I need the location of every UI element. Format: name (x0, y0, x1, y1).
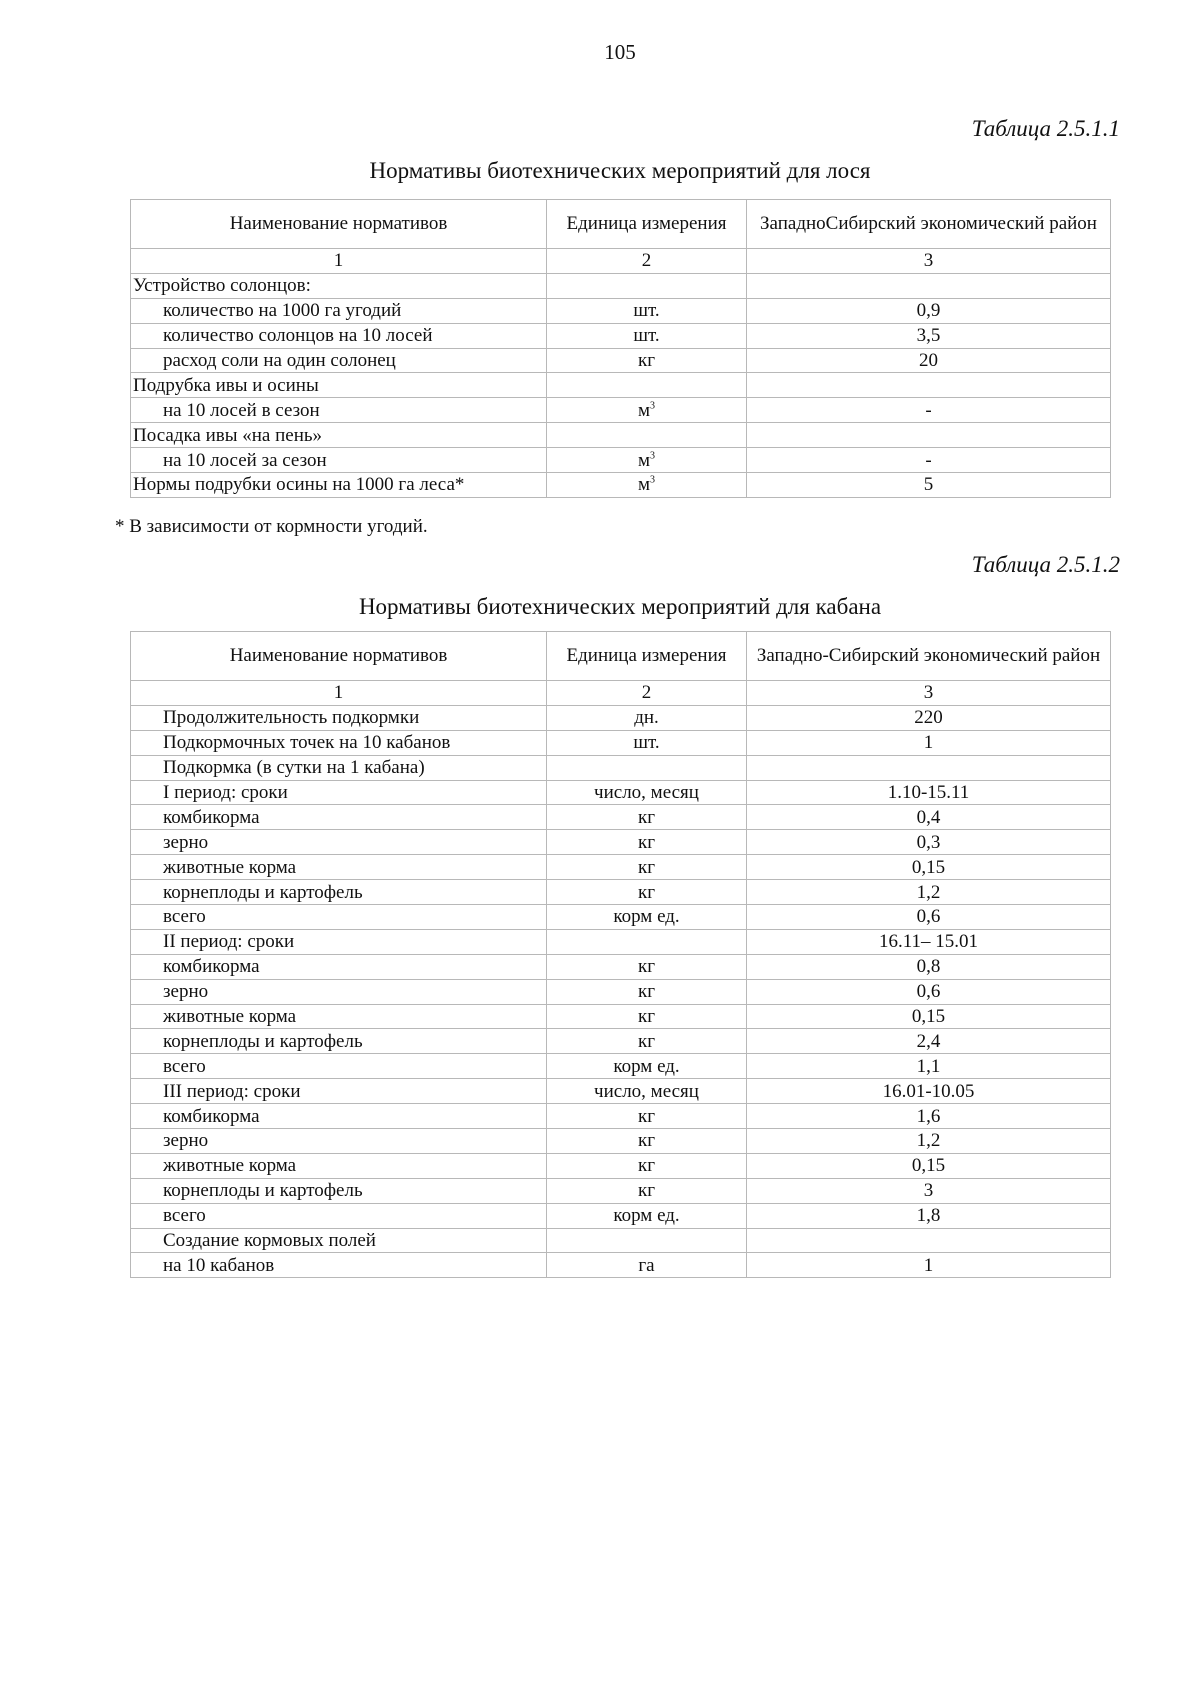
row-value: 0,15 (747, 855, 1111, 880)
row-name: Продолжительность подкормки (131, 705, 547, 730)
table-row (131, 755, 1111, 780)
row-unit-text: шт. (633, 300, 660, 322)
table-row (131, 1253, 1111, 1278)
table-row (131, 298, 1111, 323)
row-unit (547, 905, 747, 930)
row-unit (547, 1004, 747, 1029)
row-value: 1,2 (747, 1129, 1111, 1154)
row-unit-text: кг (637, 831, 656, 853)
row-value: - (747, 448, 1111, 473)
row-unit (547, 398, 747, 423)
row-unit (547, 1079, 747, 1104)
row-value: 1,1 (747, 1054, 1111, 1079)
row-unit-text: кг (637, 350, 656, 371)
page-number: 105 (604, 40, 636, 64)
table-1-body (131, 273, 1111, 497)
column-header-name: Наименование нормативов (131, 200, 547, 249)
table-row (131, 830, 1111, 855)
row-unit (547, 830, 747, 855)
row-unit (547, 348, 747, 373)
row-name: животные корма (131, 1153, 547, 1178)
table-row (131, 954, 1111, 979)
row-unit-text: кг (637, 1180, 656, 1202)
row-name: животные корма (131, 1004, 547, 1029)
row-unit (547, 473, 747, 498)
table-row (131, 1054, 1111, 1079)
row-unit-text: кг (637, 1030, 656, 1052)
row-value: 1,2 (747, 880, 1111, 905)
row-unit-text: кг (637, 856, 656, 878)
row-name: зерно (131, 979, 547, 1004)
row-unit (547, 423, 747, 448)
table-row (131, 880, 1111, 905)
row-unit-text: кг (637, 1130, 656, 1152)
table-row (131, 1153, 1111, 1178)
row-value (747, 423, 1111, 448)
row-unit-text: шт. (633, 732, 660, 754)
row-unit-text: кг (637, 881, 656, 903)
row-unit-text: дн. (634, 707, 659, 729)
row-unit (547, 755, 747, 780)
row-name: Подкормка (в сутки на 1 кабана) (131, 755, 547, 780)
table-row (131, 1228, 1111, 1253)
table-row (131, 273, 1111, 298)
row-unit (547, 298, 747, 323)
row-unit (547, 1153, 747, 1178)
row-unit (547, 979, 747, 1004)
row-value (747, 755, 1111, 780)
row-unit-text: м (637, 474, 651, 496)
row-value: 16.11– 15.01 (747, 929, 1111, 954)
column-number: 1 (131, 249, 547, 274)
column-number: 1 (131, 681, 547, 706)
table-row (131, 1004, 1111, 1029)
table-row (131, 780, 1111, 805)
table-1-header-row (131, 200, 1111, 249)
row-unit-text: кг (637, 806, 656, 828)
row-value: 0,6 (747, 905, 1111, 930)
table-row (131, 423, 1111, 448)
table-row (131, 323, 1111, 348)
table-1-column-number-row (131, 249, 1111, 274)
row-unit (547, 1253, 747, 1278)
row-name: всего (131, 905, 547, 930)
row-unit-superscript: 3 (650, 475, 656, 487)
row-name: комбикорма (131, 805, 547, 830)
column-header-region: ЗападноСибирский экономический район (747, 200, 1111, 249)
row-unit-text: кг (637, 956, 656, 978)
table-row (131, 705, 1111, 730)
row-unit (547, 373, 747, 398)
row-value: 220 (747, 705, 1111, 730)
row-name: Посадка ивы «на пень» (131, 423, 547, 448)
row-value (747, 273, 1111, 298)
table-2-header-row (131, 632, 1111, 681)
table-row (131, 979, 1111, 1004)
row-unit (547, 448, 747, 473)
row-unit-superscript: 3 (650, 400, 656, 412)
row-name: Подрубка ивы и осины (131, 373, 547, 398)
row-unit (547, 929, 747, 954)
row-unit-text: кг (637, 1105, 656, 1127)
table-2-column-number-row (131, 681, 1111, 706)
table-2 (130, 631, 1111, 1278)
row-value: 3 (747, 1178, 1111, 1203)
row-unit-text: корм ед. (613, 1055, 680, 1077)
row-unit (547, 1029, 747, 1054)
row-unit-text: кг (637, 1155, 656, 1177)
row-value (747, 373, 1111, 398)
row-value (747, 1228, 1111, 1253)
table-1 (130, 199, 1111, 498)
column-number: 2 (547, 249, 747, 274)
column-header-unit: Единица измерения (547, 200, 747, 249)
row-name: корнеплоды и картофель (131, 1029, 547, 1054)
row-name: комбикорма (131, 954, 547, 979)
row-value: 3,5 (747, 323, 1111, 348)
column-header-name: Наименование нормативов (131, 632, 547, 681)
row-name: зерно (131, 1129, 547, 1154)
table-1-title: Нормативы биотехнических мероприятий для лося (369, 158, 871, 183)
column-header-region: Западно-Сибирский экономический район (747, 632, 1111, 681)
row-name: количество солонцов на 10 лосей (131, 323, 547, 348)
row-name: всего (131, 1203, 547, 1228)
row-name: корнеплоды и картофель (131, 1178, 547, 1203)
column-number: 3 (747, 249, 1111, 274)
table-row (131, 398, 1111, 423)
row-name: всего (131, 1054, 547, 1079)
table-row (131, 1029, 1111, 1054)
row-value: 0,9 (747, 298, 1111, 323)
row-value: - (747, 398, 1111, 423)
row-name: животные корма (131, 855, 547, 880)
row-name: зерно (131, 830, 547, 855)
row-unit-text: корм ед. (613, 1205, 680, 1227)
row-name: Подкормочных точек на 10 кабанов (131, 730, 547, 755)
row-name: II период: сроки (131, 929, 547, 954)
table-row (131, 805, 1111, 830)
row-name: Устройство солонцов: (131, 273, 547, 298)
row-value: 1,8 (747, 1203, 1111, 1228)
row-name: на 10 лосей за сезон (131, 448, 547, 473)
row-unit (547, 805, 747, 830)
table-row (131, 1079, 1111, 1104)
row-name: III период: сроки (131, 1079, 547, 1104)
table-row (131, 1203, 1111, 1228)
row-value: 1.10-15.11 (747, 780, 1111, 805)
table-row (131, 473, 1111, 498)
row-unit-text: га (638, 1254, 655, 1276)
row-name: корнеплоды и картофель (131, 880, 547, 905)
column-number: 2 (547, 681, 747, 706)
row-unit (547, 780, 747, 805)
table-2-caption: Таблица 2.5.1.2 (971, 552, 1120, 577)
row-unit-superscript: 3 (650, 450, 656, 462)
row-name: I период: сроки (131, 780, 547, 805)
table-1-caption: Таблица 2.5.1.1 (971, 116, 1120, 141)
footnote: * В зависимости от кормности угодий. (115, 516, 428, 537)
table-row (131, 855, 1111, 880)
row-unit-text: кг (637, 1006, 656, 1028)
table-row (131, 373, 1111, 398)
row-value: 2,4 (747, 1029, 1111, 1054)
row-unit (547, 273, 747, 298)
table-2-body (131, 705, 1111, 1277)
row-unit-text: кг (637, 981, 656, 1003)
row-unit-text: шт. (633, 325, 660, 347)
row-unit (547, 1104, 747, 1129)
row-value: 0,15 (747, 1153, 1111, 1178)
table-row (131, 1129, 1111, 1154)
row-name: на 10 кабанов (131, 1253, 547, 1278)
row-unit (547, 1178, 747, 1203)
row-unit-text: м (637, 449, 651, 471)
row-unit (547, 880, 747, 905)
row-name: на 10 лосей в сезон (131, 398, 547, 423)
table-row (131, 1104, 1111, 1129)
row-value: 0,15 (747, 1004, 1111, 1029)
row-unit (547, 954, 747, 979)
row-value: 5 (747, 473, 1111, 498)
row-unit (547, 1228, 747, 1253)
row-unit-text: число, месяц (594, 782, 699, 803)
row-value: 16.01-10.05 (747, 1079, 1111, 1104)
row-unit (547, 1054, 747, 1079)
column-header-unit: Единица измерения (547, 632, 747, 681)
row-value: 0,8 (747, 954, 1111, 979)
row-unit-text: корм ед. (613, 906, 680, 928)
table-row (131, 905, 1111, 930)
row-name: Создание кормовых полей (131, 1228, 547, 1253)
table-row (131, 1178, 1111, 1203)
table-row (131, 448, 1111, 473)
row-value: 1 (747, 730, 1111, 755)
row-name: расход соли на один солонец (131, 348, 547, 373)
table-row (131, 348, 1111, 373)
row-name: комбикорма (131, 1104, 547, 1129)
row-name: количество на 1000 га угодий (131, 298, 547, 323)
row-unit (547, 705, 747, 730)
row-unit (547, 1203, 747, 1228)
row-unit (547, 855, 747, 880)
row-value: 20 (747, 348, 1111, 373)
row-value: 0,3 (747, 830, 1111, 855)
row-value: 0,4 (747, 805, 1111, 830)
row-value: 0,6 (747, 979, 1111, 1004)
column-number: 3 (747, 681, 1111, 706)
table-row (131, 730, 1111, 755)
table-row (131, 929, 1111, 954)
row-value: 1,6 (747, 1104, 1111, 1129)
row-unit-text: число, месяц (594, 1080, 699, 1102)
row-unit (547, 730, 747, 755)
row-value: 1 (747, 1253, 1111, 1278)
row-unit (547, 323, 747, 348)
row-unit-text: м (637, 399, 651, 421)
table-2-title: Нормативы биотехнических мероприятий для кабана (358, 594, 882, 619)
row-name: Нормы подрубки осины на 1000 га леса* (131, 473, 547, 498)
row-unit (547, 1129, 747, 1154)
